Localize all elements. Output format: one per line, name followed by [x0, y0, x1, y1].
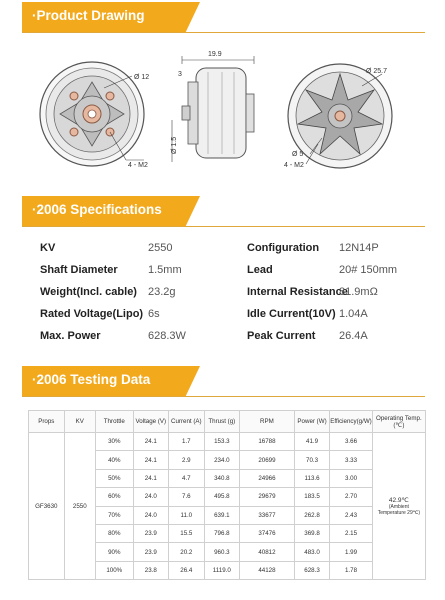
table-cell: 234.0: [204, 451, 239, 469]
table-cell: 153.3: [204, 433, 239, 451]
table-cell: 4.7: [169, 469, 205, 487]
dim-three: 3: [178, 71, 182, 78]
table-cell: 796.8: [204, 524, 239, 542]
table-cell: 1.7: [169, 433, 205, 451]
table-cell: 495.8: [204, 488, 239, 506]
spec-value: 2550: [148, 242, 173, 254]
table-cell: 24.0: [133, 488, 169, 506]
spec-row: [40, 286, 425, 306]
spec-value: 20# 150mm: [339, 264, 398, 276]
table-cell: 41.9: [294, 433, 329, 451]
spec-key: Weight(Incl. cable): [40, 286, 137, 298]
table-cell: 183.5: [294, 488, 329, 506]
table-cell: 2.15: [330, 524, 373, 542]
section-divider: [22, 226, 425, 227]
dim-m2-left: 4 - M2: [128, 162, 148, 169]
table-cell: 24966: [240, 469, 295, 487]
dim-m2-right: 4 - M2: [284, 162, 304, 169]
table-cell: 37476: [240, 524, 295, 542]
col-header: Props: [29, 411, 65, 433]
table-cell: 1.78: [330, 561, 373, 579]
spec-key: Internal Resistance: [247, 286, 348, 298]
table-cell: 20699: [240, 451, 295, 469]
dim-d5: Ø 5: [292, 151, 304, 158]
table-cell: 90%: [96, 543, 133, 561]
table-cell: 30%: [96, 433, 133, 451]
table-cell: 628.3: [294, 561, 329, 579]
table-cell: 15.5: [169, 524, 205, 542]
table-cell: 44128: [240, 561, 295, 579]
dim-width: 19.9: [208, 51, 222, 58]
spec-row: [40, 330, 425, 350]
table-cell: 50%: [96, 469, 133, 487]
table-cell: 2.43: [330, 506, 373, 524]
table-cell: 262.8: [294, 506, 329, 524]
table-cell: 16788: [240, 433, 295, 451]
table-cell: 2.70: [330, 488, 373, 506]
props-cell: GF3630: [29, 433, 65, 580]
temp-cell: [372, 433, 425, 580]
table-cell: 23.9: [133, 543, 169, 561]
table-cell: 639.1: [204, 506, 239, 524]
spec-row: [40, 264, 425, 284]
table-cell: 960.3: [204, 543, 239, 561]
col-header: Operating Temp.(℃): [372, 411, 425, 433]
table-cell: 340.8: [204, 469, 239, 487]
spec-value: 26.4A: [339, 330, 368, 342]
spec-row: [40, 308, 425, 328]
table-cell: 70%: [96, 506, 133, 524]
spec-value: 81.9mΩ: [339, 286, 378, 298]
spec-value: 1.5mm: [148, 264, 182, 276]
table-cell: 80%: [96, 524, 133, 542]
table-header-row: [29, 411, 426, 433]
col-header: Throttle: [96, 411, 133, 433]
table-cell: 20.2: [169, 543, 205, 561]
table-cell: 3.66: [330, 433, 373, 451]
table-cell: 70.3: [294, 451, 329, 469]
testing-data-table: [28, 410, 426, 580]
table-cell: 11.0: [169, 506, 205, 524]
spec-value: 12N14P: [339, 242, 379, 254]
dim-d15: Ø 1.5: [171, 136, 178, 154]
spec-key: Rated Voltage(Lipo): [40, 308, 144, 320]
spec-key: Peak Current: [247, 330, 316, 342]
col-header: RPM: [240, 411, 295, 433]
temp-note: Temperature 29℃): [377, 510, 421, 517]
table-cell: 23.9: [133, 524, 169, 542]
section-divider: [22, 396, 425, 397]
temp-note: (Ambient: [388, 504, 409, 511]
col-header: Efficiency(g/W): [330, 411, 373, 433]
spec-value: 628.3W: [148, 330, 186, 342]
table-cell: 24.0: [133, 506, 169, 524]
section-banner-drawing: [22, 2, 200, 32]
section-banner-testing: [22, 366, 200, 396]
table-cell: 483.0: [294, 543, 329, 561]
table-cell: 24.1: [133, 469, 169, 487]
spec-key: Configuration: [247, 242, 320, 254]
table-cell: 24.1: [133, 451, 169, 469]
col-header: Thrust (g): [204, 411, 239, 433]
section-title-testing: ·2006 Testing Data: [32, 372, 151, 387]
dim-d12: Ø 12: [134, 74, 150, 81]
kv-cell: 2550: [64, 433, 95, 580]
col-header: Power (W): [294, 411, 329, 433]
table-cell: 40%: [96, 451, 133, 469]
section-title-specs: ·2006 Specifications: [32, 202, 162, 217]
product-drawing: [22, 42, 425, 192]
motor-side-view: [172, 56, 254, 162]
table-cell: 26.4: [169, 561, 205, 579]
table-cell: 7.6: [169, 488, 205, 506]
spec-key: Max. Power: [40, 330, 101, 342]
section-title-drawing: ·Product Drawing: [32, 8, 145, 23]
spec-value: 23.2g: [148, 286, 176, 298]
spec-key: Shaft Diameter: [40, 264, 118, 276]
table-cell: 2.9: [169, 451, 205, 469]
spec-key: KV: [40, 242, 56, 254]
table-cell: 369.8: [294, 524, 329, 542]
table-cell: 24.1: [133, 433, 169, 451]
spec-value: 6s: [148, 308, 160, 320]
col-header: Current (A): [169, 411, 205, 433]
table-row: [29, 433, 426, 451]
motor-top-view: [288, 64, 392, 168]
spec-key: Lead: [247, 264, 273, 276]
table-cell: 113.6: [294, 469, 329, 487]
dim-d25: Ø 25.7: [366, 68, 388, 75]
spec-key: Idle Current(10V): [247, 308, 336, 320]
table-cell: 29679: [240, 488, 295, 506]
table-cell: 3.00: [330, 469, 373, 487]
table-cell: 3.33: [330, 451, 373, 469]
section-banner-specs: [22, 196, 200, 226]
table-cell: 23.8: [133, 561, 169, 579]
col-header: Voltage (V): [133, 411, 169, 433]
temp-value: 42.9℃: [388, 497, 409, 505]
table-cell: 33677: [240, 506, 295, 524]
table-cell: 100%: [96, 561, 133, 579]
table-cell: 1119.0: [204, 561, 239, 579]
table-cell: 1.99: [330, 543, 373, 561]
motor-bottom-view: [40, 62, 144, 166]
section-divider: [22, 32, 425, 33]
col-header: KV: [64, 411, 95, 433]
table-cell: 40812: [240, 543, 295, 561]
table-cell: 60%: [96, 488, 133, 506]
spec-row: [40, 242, 425, 262]
spec-value: 1.04A: [339, 308, 368, 320]
